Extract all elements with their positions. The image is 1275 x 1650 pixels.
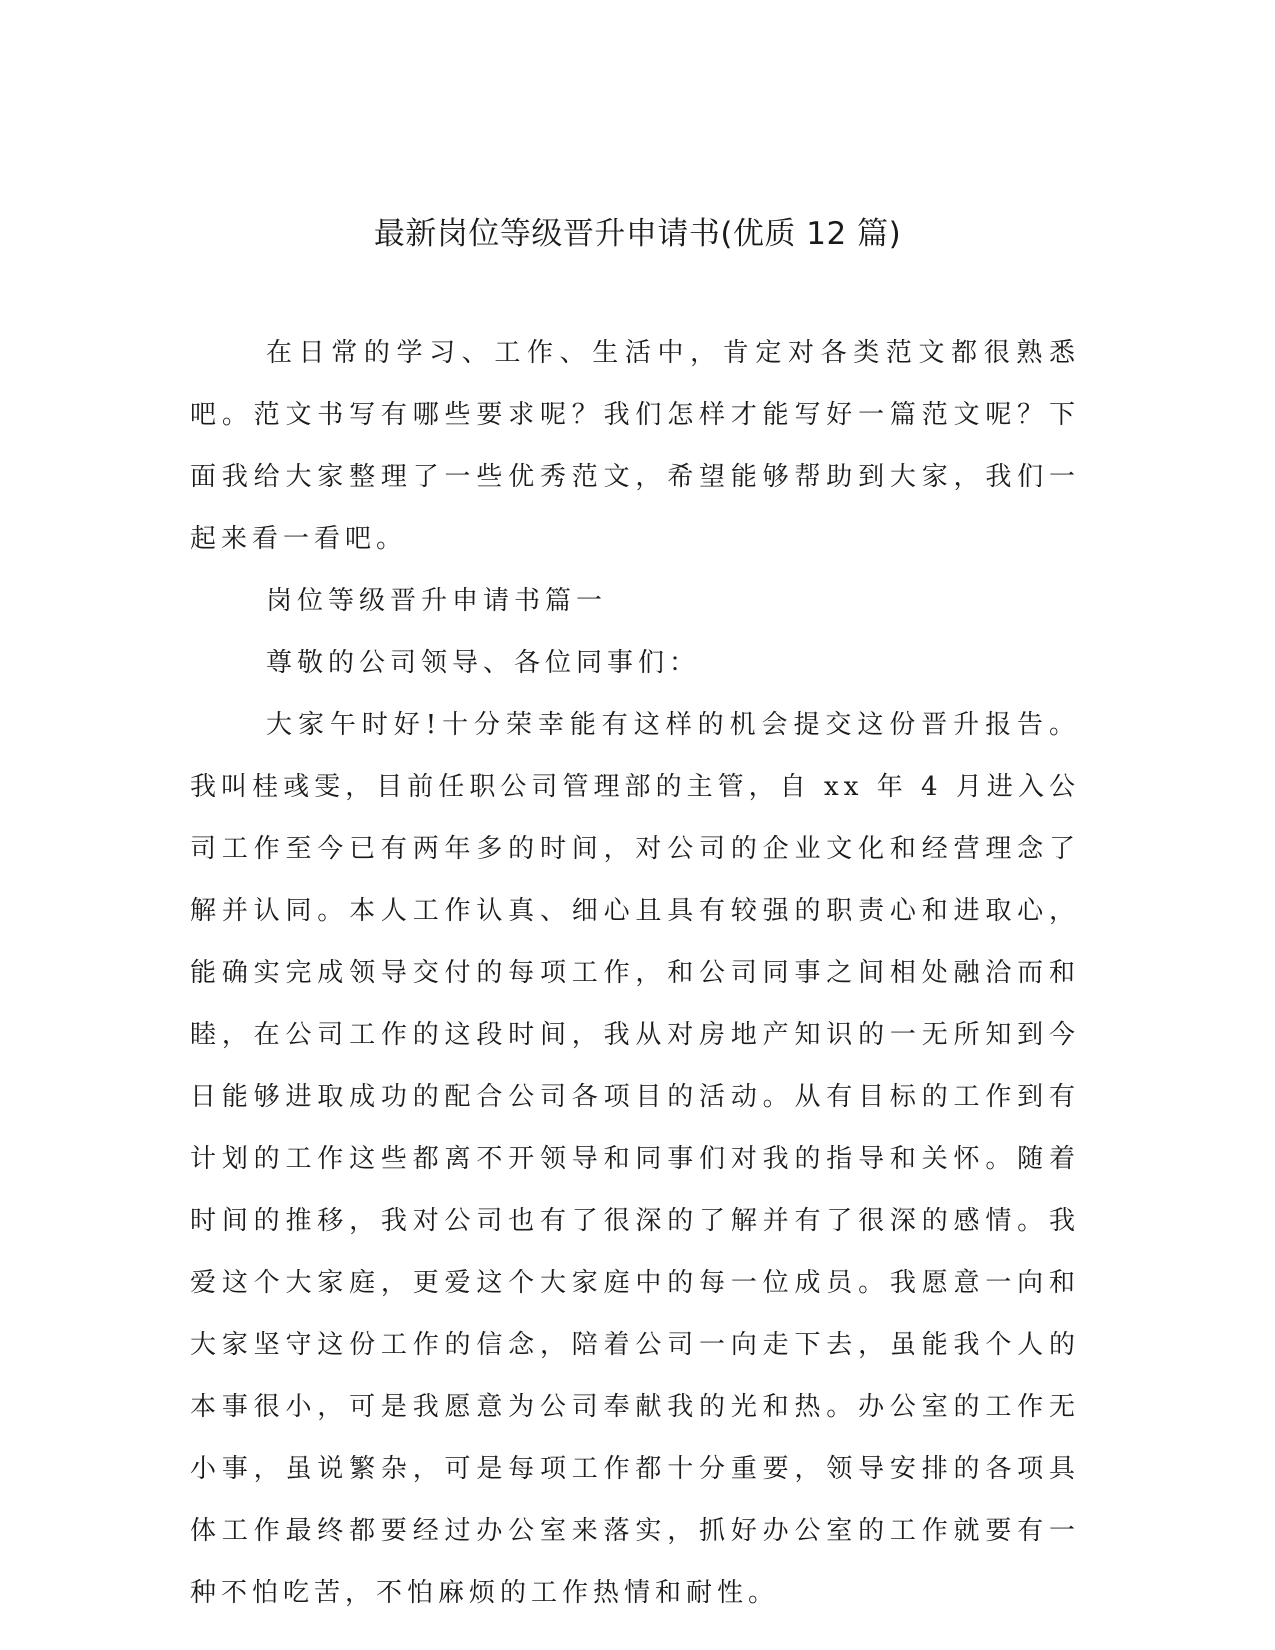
document-body [190,322,1080,1624]
intro-paragraph: 在日常的学习、工作、生活中，肯定对各类范文都很熟悉吧。范文书写有哪些要求呢？我们怎样才能写好一篇范文呢？下面我给大家整理了一些优秀范文，希望能够帮助到大家，我们一起来看一看吧。 [190,338,1080,554]
body-paragraph: 大家午时好!十分荣幸能有这样的机会提交这份晋升报告。我叫桂彧雯，目前任职公司管理部的主管，自 xx 年 4 月进入公司工作至今已有两年多的时间，对公司的企业文化和经营理念了解并认同。本人工作认真、细心且具有较强的职责心和进取心，能确实完成领导交付的每项工作，和公司同事之间相处融洽而和睦，在公司工作的这段时间，我从对房地产知识的一无所知到今日能够进取成功的配合公司各项目的活动。从有目标的工作到有计划的工作这些都离不开领导和同事们对我的指导和关怀。随着时间的推移，我对公司也有了很深的了解并有了很深的感情。我爱这个大家庭，更爱这个大家庭中的每一位成员。我愿意一向和大家坚守这份工作的信念，陪着公司一向走下去，虽能我个人的本事很小，可是我愿意为公司奉献我的光和热。办公室的工作无小事，虽说繁杂，可是每项工作都十分重要，领导安排的各项具体工作最终都要经过办公室来落实，抓好办公室的工作就要有一种不怕吃苦，不怕麻烦的工作热情和耐性。 [190,710,1080,1608]
document-title: 最新岗位等级晋升申请书(优质 12 篇) [373,216,902,252]
section-heading: 岗位等级晋升申请书篇一 [266,586,608,616]
salutation: 尊敬的公司领导、各位同事们： [266,648,701,678]
